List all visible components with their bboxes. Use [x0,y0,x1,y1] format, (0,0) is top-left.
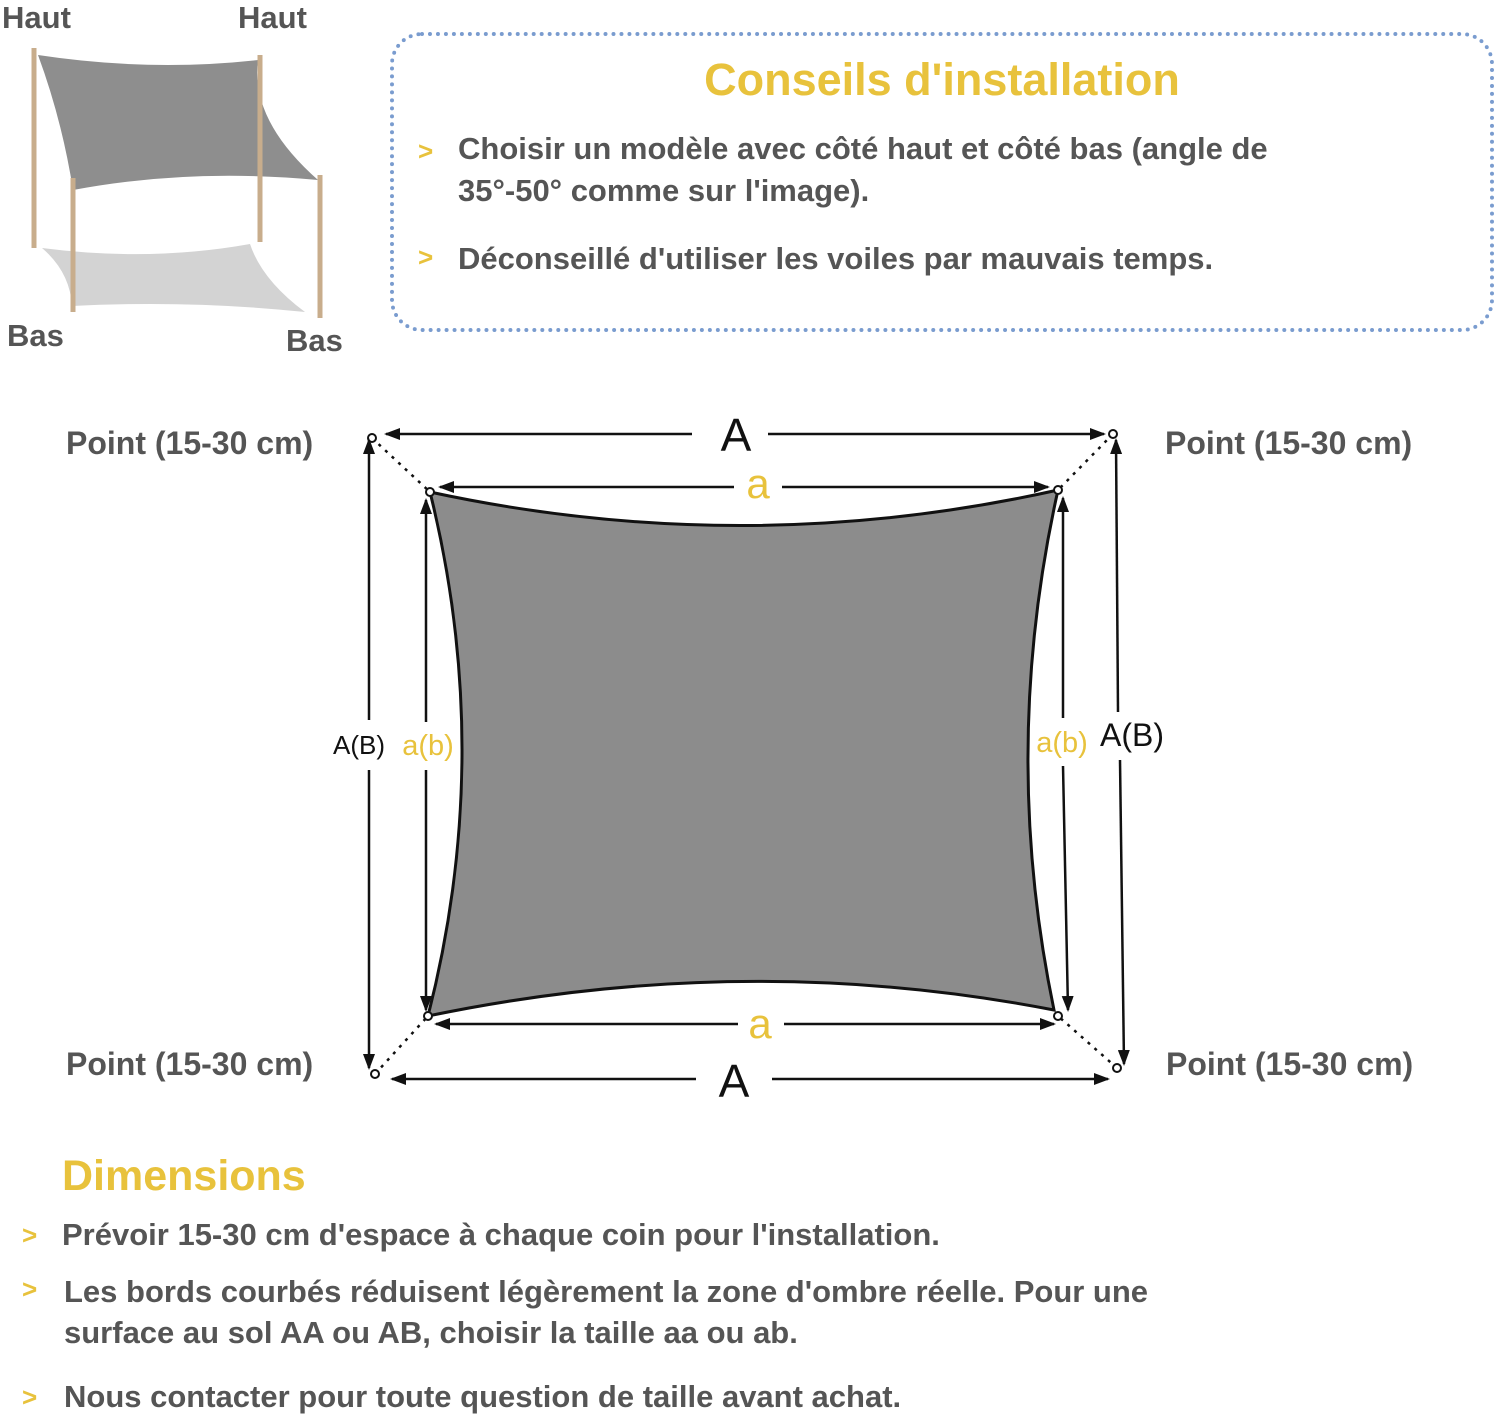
ring-inner-top-right [1054,486,1062,494]
tie-top-right [1058,434,1113,490]
dim-outer-right-bottom-seg [1120,760,1124,1064]
dimensions-bullet-3-marker: > [22,1382,38,1412]
dim-inner-right-bottom-seg [1063,766,1068,1010]
point-label-top-right: Point (15-30 cm) [1165,425,1413,461]
dimensions-bullet-1-line-1: Prévoir 15-30 cm d'espace à chaque coin pour l'installation. [62,1217,940,1252]
ring-inner-top-left [426,488,434,496]
dim-outer-bottom-label: A [718,1055,750,1107]
conseils-title: Conseils d'installation [704,54,1180,105]
dim-outer-top-label: A [720,409,752,461]
dimensions-bullet-3-line-1: Nous contacter pour toute question de taille avant achat. [64,1379,902,1414]
ring-outer-bottom-right [1113,1064,1121,1072]
dimensions-bullet-2-line-1: Les bords courbés réduisent légèrement la zone d'ombre réelle. Pour une [64,1274,1149,1309]
dim-inner-right-label: a(b) [1036,727,1088,759]
mini-label-top-left: Haut [2,0,71,35]
dim-inner-left-label: a(b) [402,730,454,762]
point-label-bottom-left: Point (15-30 cm) [66,1046,314,1082]
dim-inner-top-label: a [746,460,770,507]
point-label-top-left: Point (15-30 cm) [66,425,314,461]
dim-outer-right-label: A(B) [1100,717,1164,753]
dimensions-bullet-2-marker: > [22,1274,38,1304]
mini-label-bottom-right: Bas [286,323,343,358]
conseils-bullet-1-line-1: Choisir un modèle avec côté haut et côté bas (angle de [458,131,1268,166]
ring-outer-bottom-left [371,1070,379,1078]
ring-inner-bottom-right [1054,1012,1062,1020]
tie-bottom-left [375,1016,428,1074]
dimensions-bullet-2-line-2: surface au sol AA ou AB, choisir la taille aa ou ab. [64,1315,798,1350]
dim-outer-left-label: A(B) [333,730,385,760]
conseils-bullet-1-line-2: 35°-50° comme sur l'image). [458,173,870,208]
dim-outer-right-top-seg [1116,440,1118,712]
ring-inner-bottom-left [424,1012,432,1020]
conseils-bullet-2-line-1: Déconseillé d'utiliser les voiles par mauvais temps. [458,241,1214,276]
dimensions-bullet-1-marker: > [22,1220,38,1250]
dimensions-title: Dimensions [62,1152,306,1200]
tie-top-left [372,438,430,492]
conseils-bullet-2-marker: > [418,242,434,272]
ring-outer-top-right [1109,430,1117,438]
mini-label-bottom-left: Bas [7,318,64,353]
sail-shape [428,490,1058,1016]
tie-bottom-right [1058,1016,1117,1068]
conseils-bullet-1-marker: > [418,136,434,166]
dim-inner-bottom-label: a [748,1000,772,1047]
point-label-bottom-right: Point (15-30 cm) [1166,1046,1414,1082]
mini-label-top-right: Haut [238,0,307,35]
